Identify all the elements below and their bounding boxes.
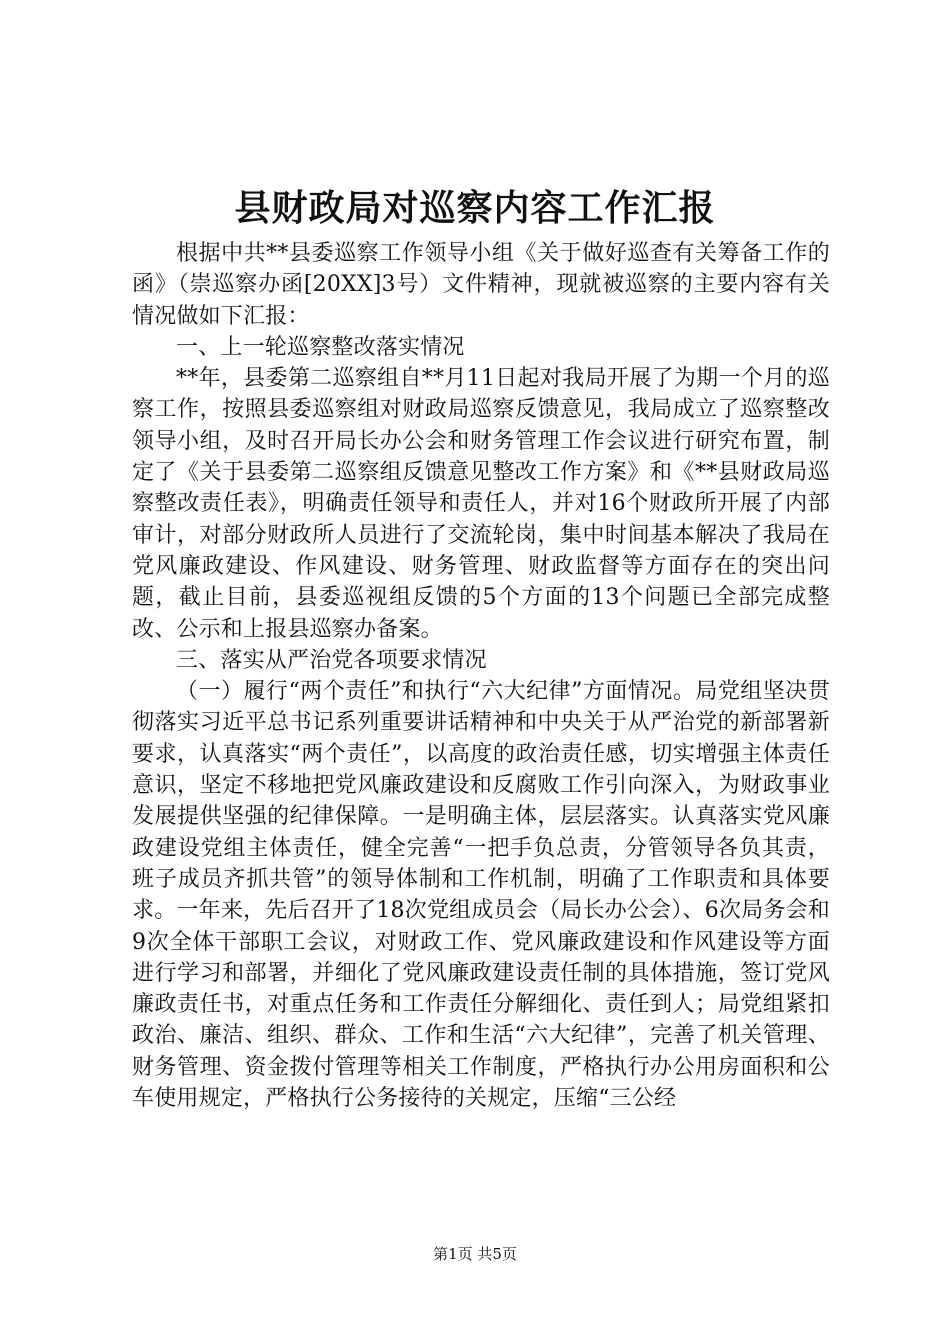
section-heading-3: 三、落实从严治党各项要求情况	[176, 647, 487, 673]
page-footer: 第1页 共5页	[433, 1245, 517, 1263]
document-title: 县财政局对巡察内容工作汇报	[234, 187, 716, 229]
paragraph-rectification: **年，县委第二巡察组自**月11日起对我局开展了为期一个月的巡察工作，按照县委巡察组对财政局巡察反馈意见，我局成立了巡察整改领导小组，及时召开局长办公会和财务管理工作会议进行研究布置，制定了《关于县委第二巡察组反馈意见整改工作方案》和《**县财政局巡察整改责任表》，明确责任领导和责任人，并对16个财政所开展了内部审计，对部分财政所人员进行了交流轮岗，集中时间基本解决了我局在党风廉政建设、作风建设、财务管理、财政监督等方面存在的突出问题，截止目前，县委巡视组反馈的5个方面的13个问题已全部完成整改、公示和上报县巡察办备案。	[132, 366, 830, 642]
paragraph-intro: 根据中共**县委巡察工作领导小组《关于做好巡查有关筹备工作的函》（崇巡察办函[20XX]3号）文件精神，现就被巡察的主要内容有关情况做如下汇报：	[132, 241, 830, 329]
paragraph-responsibility: （一）履行“两个责任”和执行“六大纪律”方面情况。局党组坚决贯彻落实习近平总书记系列重要讲话精神和中央关于从严治党的新部署新要求，认真落实“两个责任”，以高度的政治责任感，切实增强主体责任意识，坚定不移地把党风廉政建设和反腐败工作引向深入，为财政事业发展提供坚强的纪律保障。一是明确主体，层层落实。认真落实党风廉政建设党组主体责任，健全完善“一把手负总责，分管领导各负其责，班子成员齐抓共管”的领导体制和工作机制，明确了工作职责和具体要求。一年来，先后召开了18次党组成员会（局长办公会）、6次局务会和9次全体干部职工会议，对财政工作、党风廉政建设和作风建设等方面进行学习和部署，并细化了党风廉政建设责任制的具体措施，签订党风廉政责任书，对重点任务和工作责任分解细化、责任到人；局党组紧扣政治、廉洁、组织、群众、工作和生活“六大纪律”，完善了机关管理、财务管理、资金拨付管理等相关工作制度，严格执行办公用房面积和公车使用规定，严格执行公务接待的关规定，压缩“三公经	[132, 679, 830, 1112]
document-body	[132, 238, 830, 1114]
section-heading-1: 一、上一轮巡察整改落实情况	[176, 334, 465, 360]
